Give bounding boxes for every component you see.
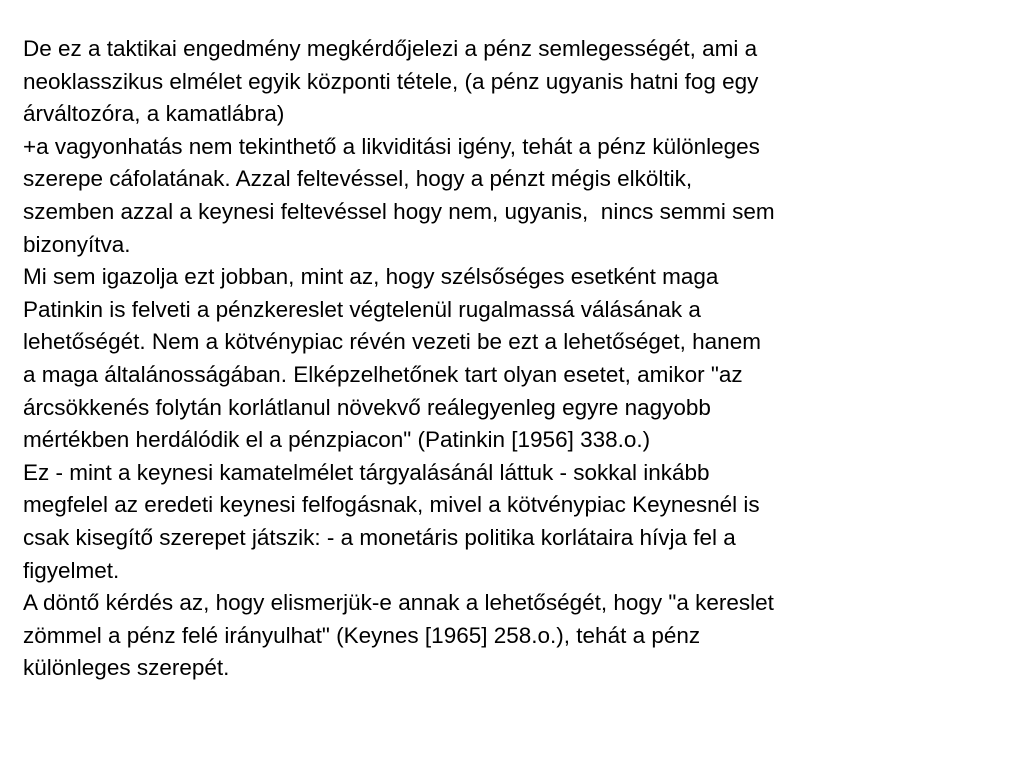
text-line: bizonyítva.: [23, 231, 131, 257]
text-line: mértékben herdálódik el a pénzpiacon" (Patinkin [1956] 338.o.): [23, 427, 651, 453]
text-line: Ez - mint a keynesi kamatelmélet tárgyalásánál láttuk - sokkal inkább: [23, 459, 710, 485]
text-line: Patinkin is felveti a pénzkereslet végtelenül rugalmassá válásának a: [23, 296, 701, 322]
text-line: A döntő kérdés az, hogy elismerjük-e annak a lehetőségét, hogy "a kereslet: [23, 590, 774, 616]
text-line: neoklasszikus elmélet egyik központi tétele, (a pénz ugyanis hatni fog egy: [23, 68, 759, 94]
slide-body: [23, 33, 1008, 685]
text-line: figyelmet.: [23, 557, 120, 583]
paragraph-5: [23, 587, 1008, 685]
text-line: árcsökkenés folytán korlátlanul növekvő reálegyenleg egyre nagyobb: [23, 394, 711, 420]
text-line: különleges szerepét.: [23, 655, 230, 681]
text-line: +a vagyonhatás nem tekinthető a likviditási igény, tehát a pénz különleges: [23, 133, 760, 159]
text-line: szemben azzal a keynesi feltevéssel hogy nem, ugyanis, nincs semmi sem: [23, 198, 775, 224]
text-line: lehetőségét. Nem a kötvénypiac révén vezeti be ezt a lehetőséget, hanem: [23, 329, 761, 355]
text-line: zömmel a pénz felé irányulhat" (Keynes [1965] 258.o.), tehát a pénz: [23, 622, 701, 648]
text-line: árváltozóra, a kamatlábra): [23, 101, 285, 127]
text-line: megfelel az eredeti keynesi felfogásnak, mivel a kötvénypiac Keynesnél is: [23, 492, 760, 518]
text-line: csak kisegítő szerepet játszik: - a monetáris politika korlátaira hívja fel a: [23, 524, 736, 550]
text-line: De ez a taktikai engedmény megkérdőjelezi a pénz semlegességét, ami a: [23, 36, 758, 61]
text-line: Mi sem igazolja ezt jobban, mint az, hogy szélsőséges esetként maga: [23, 264, 719, 290]
paragraph-4: [23, 457, 1008, 587]
text-line: szerepe cáfolatának. Azzal feltevéssel, hogy a pénzt mégis elköltik,: [23, 166, 693, 192]
text-line: a maga általánosságában. Elképzelhetőnek tart olyan esetet, amikor "az: [23, 361, 743, 387]
paragraph-2: [23, 131, 1008, 261]
paragraph-3: [23, 261, 1008, 457]
paragraph-1: [23, 33, 1008, 131]
